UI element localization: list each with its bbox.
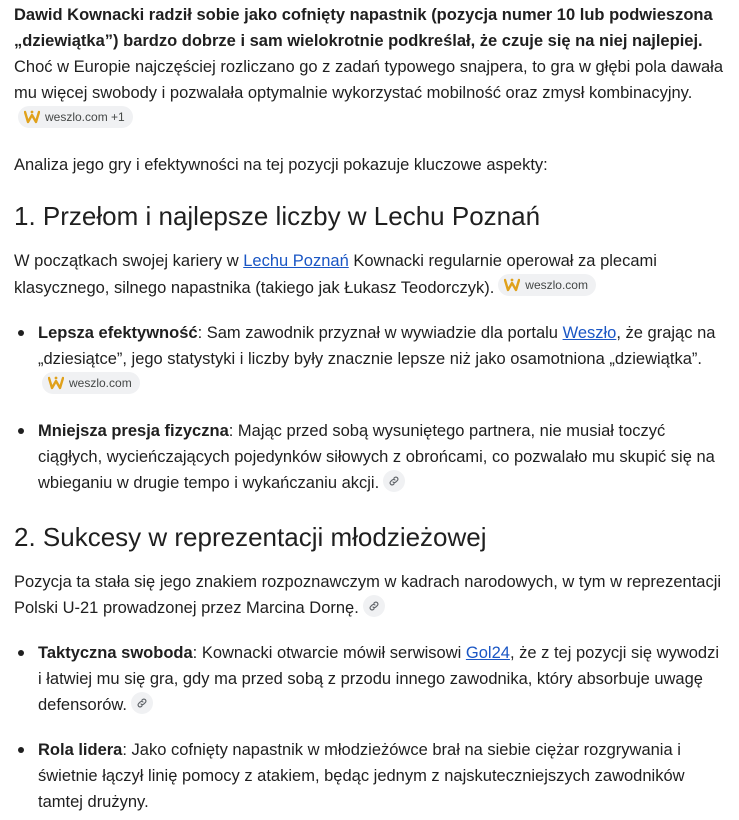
section-1-paragraph — [14, 248, 725, 301]
list-item-text-before: : Sam zawodnik przyznał w wywiadzie dla portalu — [197, 324, 563, 342]
link-icon — [368, 600, 380, 612]
section-1-heading: 1. Przełom i najlepsze liczby w Lechu Poznań — [14, 201, 541, 231]
list-item-title: Rola lidera — [38, 741, 123, 759]
weszlo-logo-icon — [24, 110, 40, 124]
section-1-text-before: W początkach swojej kariery w — [14, 252, 244, 270]
bullet — [18, 650, 24, 656]
list-item-title: Taktyczna swoboda — [38, 644, 193, 662]
weszlo-logo-icon — [48, 376, 64, 390]
bullet — [18, 428, 24, 434]
intro-paragraph — [14, 0, 725, 133]
list-item-text-after: , że z tej pozycji się wywodzi i łatwiej mu się gra, gdy ma przed sobą z przodu innego zawodnika, który absorbuje uwagę defensorów. — [38, 644, 720, 714]
section-2-heading: 2. Sukcesy w reprezentacji młodzieżowej — [14, 522, 487, 552]
lech-poznan-link[interactable]: Lechu Poznań — [243, 252, 349, 270]
section-2-text: Pozycja ta stała się jego znakiem rozpoznawczym w kadrach narodowych, w tym w reprezentacji Polski U-21 prowadzonej przez Marcina Dornę. — [14, 573, 722, 617]
list-item-title: Mniejsza presja fizyczna — [38, 422, 229, 440]
weszlo-link[interactable]: Weszło — [562, 324, 617, 342]
analysis-paragraph: Analiza jego gry i efektywności na tej pozycji pokazuje kluczowe aspekty: — [14, 156, 548, 174]
link-icon — [388, 475, 400, 487]
section-2-paragraph — [14, 569, 725, 621]
source-chip-label: weszlo.com — [525, 278, 588, 292]
section-1-text-after: Kownacki regularnie operował za plecami klasycznego, silnego napastnika (takiego jak Łukasz Teodorczyk). — [14, 252, 657, 297]
bullet — [18, 747, 24, 753]
source-chip[interactable] — [498, 274, 596, 296]
list-item — [14, 640, 725, 718]
list-item-text-before: : Kownacki otwarcie mówił serwisowi — [192, 644, 466, 662]
gol24-link[interactable]: Gol24 — [465, 644, 510, 662]
list-item-title: Lepsza efektywność — [38, 324, 198, 342]
citation-link-button[interactable] — [363, 595, 385, 617]
list-item — [14, 320, 725, 399]
section-2-list — [14, 640, 725, 815]
intro-bold: Dawid Kownacki radził sobie jako cofnięty napastnik (pozycja numer 10 lub podwieszona „dziewiątka”) bardzo dobrze i sam wielokrotnie podkreślał, że czuje się na niej najlepiej. — [14, 6, 713, 50]
citation-link-button[interactable] — [131, 692, 153, 714]
list-item — [14, 737, 725, 815]
intro-text: Choć w Europie najczęściej rozliczano go z zadań typowego snajpera, to gra w głębi pola dawała mu więcej swobody i pozwalała optymalnie wykorzystać mobilność oraz zmysł kombinacyjny. — [14, 58, 723, 102]
list-item-text-after: , że grając na „dziesiątce”, jego statystyki i liczby były znacznie lepsze niż jako osamotniona „dziewiątka”. — [38, 324, 716, 368]
list-item-text: : Jako cofnięty napastnik w młodzieżówce brał na siebie ciężar rozgrywania i świetnie łączył linię pomocy z atakiem, będąc jednym z najskuteczniejszych zawodników tamtej drużyny. — [38, 741, 685, 811]
citation-link-button[interactable] — [383, 470, 405, 492]
section-1-list — [14, 320, 725, 496]
source-chip[interactable] — [18, 106, 133, 128]
list-item-text: : Mając przed sobą wysuniętego partnera, nie musiał toczyć ciągłych, wycieńczających pojedynków siłowych z obrońcami, co pozwalało mu skupić się na wbieganiu w drugie tempo i wykańczaniu akcji. — [38, 422, 715, 492]
source-chip-label: weszlo.com +1 — [45, 110, 125, 124]
source-chip-label: weszlo.com — [69, 376, 132, 390]
source-chip[interactable] — [42, 372, 140, 394]
bullet — [18, 330, 24, 336]
weszlo-logo-icon — [504, 278, 520, 292]
link-icon — [136, 697, 148, 709]
list-item — [14, 418, 725, 496]
